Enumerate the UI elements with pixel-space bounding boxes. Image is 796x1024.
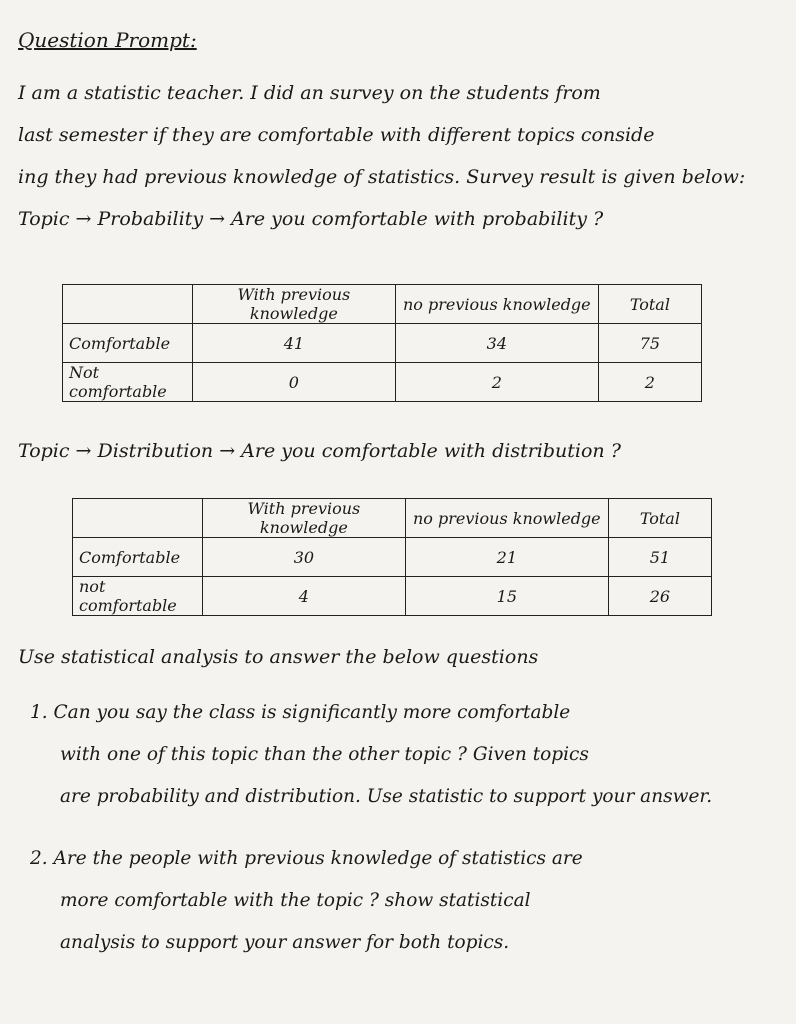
topic2-heading: Topic → Distribution → Are you comfortable with distribution ? — [18, 440, 621, 462]
question-1-line-3: are probability and distribution. Use statistic to support your answer. — [60, 786, 713, 807]
question-2-line-1: 2. Are the people with previous knowledge of statistics are — [30, 848, 583, 869]
header-cell-no-prev: no previous knowledge — [395, 285, 598, 324]
page-title: Question Prompt: — [18, 28, 197, 52]
header-cell-no-prev: no previous knowledge — [405, 499, 608, 538]
table-header-row — [63, 285, 702, 324]
topic1-heading: Topic → Probability → Are you comfortable with probability ? — [18, 208, 604, 230]
intro-line-2: last semester if they are comfortable with different topics conside — [18, 124, 655, 146]
table-row — [63, 324, 702, 363]
row-label: Comfortable — [63, 324, 193, 363]
question-1-line-2: with one of this topic than the other topic ? Given topics — [60, 744, 589, 765]
cell-total: 75 — [598, 324, 701, 363]
cell-no-prev: 34 — [395, 324, 598, 363]
cell-with-prev: 4 — [202, 577, 405, 616]
question-2-line-2: more comfortable with the topic ? show statistical — [60, 890, 531, 911]
table-row — [73, 538, 712, 577]
row-label: Not comfortable — [63, 363, 193, 402]
question-2-line-3: analysis to support your answer for both topics. — [60, 932, 510, 953]
header-cell-total: Total — [598, 285, 701, 324]
cell-with-prev: 41 — [192, 324, 395, 363]
table-row — [63, 363, 702, 402]
cell-total: 2 — [598, 363, 701, 402]
table-row — [73, 577, 712, 616]
header-cell-empty — [63, 285, 193, 324]
row-label: Comfortable — [73, 538, 203, 577]
cell-with-prev: 30 — [202, 538, 405, 577]
cell-with-prev: 0 — [192, 363, 395, 402]
header-cell-with-prev: With previous knowledge — [202, 499, 405, 538]
header-cell-empty — [73, 499, 203, 538]
cell-no-prev: 21 — [405, 538, 608, 577]
instructions-line: Use statistical analysis to answer the below questions — [18, 646, 539, 668]
cell-no-prev: 15 — [405, 577, 608, 616]
cell-total: 51 — [608, 538, 711, 577]
probability-table — [62, 284, 702, 402]
distribution-table — [72, 498, 712, 616]
cell-total: 26 — [608, 577, 711, 616]
table-header-row — [73, 499, 712, 538]
intro-line-3: ing they had previous knowledge of statistics. Survey result is given below: — [18, 166, 746, 188]
intro-line-1: I am a statistic teacher. I did an survey on the students from — [18, 82, 601, 104]
cell-no-prev: 2 — [395, 363, 598, 402]
header-cell-total: Total — [608, 499, 711, 538]
header-cell-with-prev: With previous knowledge — [192, 285, 395, 324]
question-1-line-1: 1. Can you say the class is significantly more comfortable — [30, 702, 571, 723]
row-label: not comfortable — [73, 577, 203, 616]
